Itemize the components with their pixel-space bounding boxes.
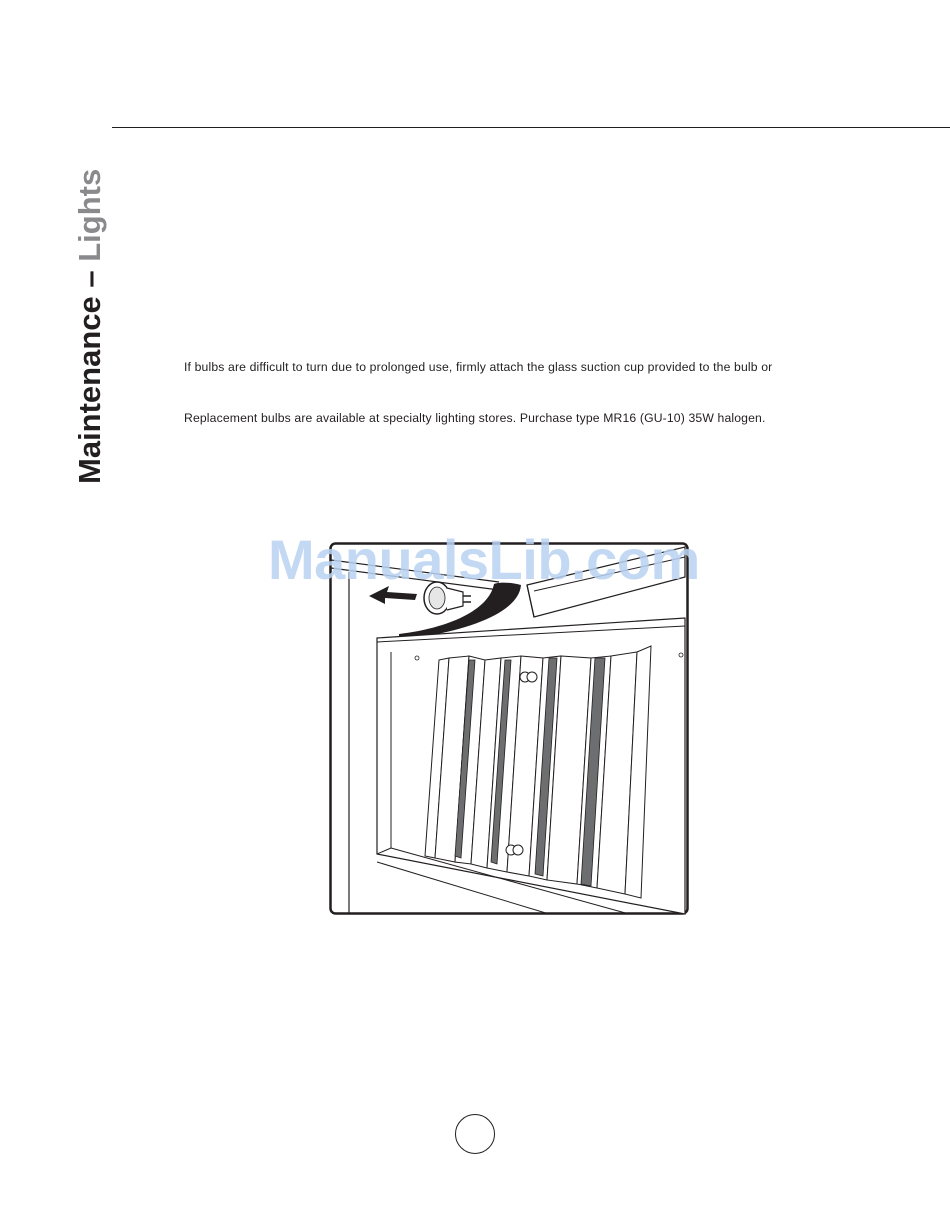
paragraph-bulb-removal: If bulbs are difficult to turn due to prolonged use, firmly attach the glass suction cup provided to the bulb or (184, 360, 773, 374)
manualslib-watermark: ManualsLib.com (268, 528, 700, 591)
section-title-sub: Lights (72, 168, 107, 271)
header-rule (112, 127, 950, 128)
range-hood-illustration (329, 542, 689, 915)
section-title (73, 164, 107, 484)
section-title-main: Maintenance – (72, 270, 107, 484)
page-number-circle (455, 1114, 495, 1154)
paragraph-replacement-bulbs: Replacement bulbs are available at specialty lighting stores. Purchase type MR16 (GU-10) 35W halogen. (184, 411, 766, 425)
